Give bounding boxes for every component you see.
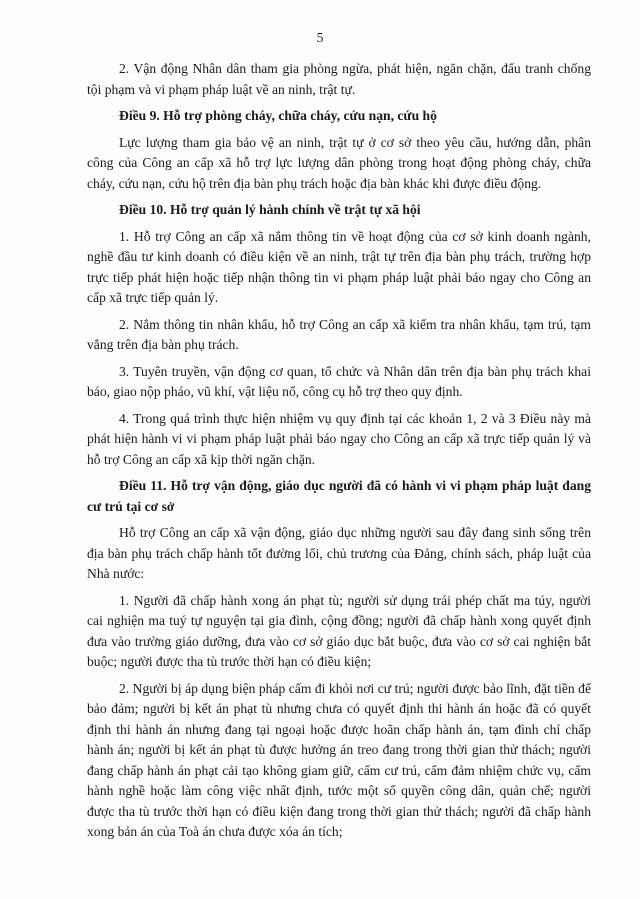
paragraph-clause-2-mobilization: 2. Vận động Nhân dân tham gia phòng ngừa, phát hiện, ngăn chặn, đấu tranh chống tội phạm và vi phạm pháp luật về an ninh, trật tự. (87, 61, 591, 97)
article-10-clause-1: 1. Hỗ trợ Công an cấp xã nắm thông tin về hoạt động của cơ sở kinh doanh ngành, nghề đầu tư kinh doanh có điều kiện về an ninh, trật tự trên địa bàn phụ trách, trường hợp trực tiếp phát hiện hoặc tiếp nhận thông tin vi phạm pháp luật phải báo ngay cho Công an cấp xã trực tiếp quản lý. (87, 228, 591, 305)
article-10-clause-4: 4. Trong quá trình thực hiện nhiệm vụ quy định tại các khoản 1, 2 và 3 Điều này mà phát hiện hành vi vi phạm pháp luật phải báo ngay cho Công an cấp xã trực tiếp quản lý và hỗ trợ Công an cấp xã kịp thời ngăn chặn. (87, 410, 591, 467)
article-9-body: Lực lượng tham gia bảo vệ an ninh, trật tự ở cơ sở theo yêu cầu, hướng dẫn, phân công của Công an cấp xã hỗ trợ lực lượng dân phòng trong hoạt động phòng cháy, chữa cháy, cứu nạn, cứu hộ trên địa bàn phụ trách hoặc địa bàn khác khi được điều động. (87, 134, 591, 191)
article-11-clause-1: 1. Người đã chấp hành xong án phạt tù; người sử dụng trái phép chất ma túy, người cai nghiện ma tuý tự nguyện tại gia đình, cộng đồng; người đã chấp hành xong quyết định đưa vào trường giáo dưỡng, đưa vào cơ sở giáo dục bắt buộc, đưa vào cơ sở cai nghiện bắt buộc; người được tha tù trước thời hạn có điều kiện; (87, 592, 591, 669)
article-11-intro: Hỗ trợ Công an cấp xã vận động, giáo dục những người sau đây đang sinh sống trên địa bàn phụ trách chấp hành tốt đường lối, chủ trương của Đảng, chính sách, pháp luật của Nhà nước: (87, 525, 591, 581)
article-10-clause-3: 3. Tuyên truyền, vận động cơ quan, tổ chức và Nhân dân trên địa bàn phụ trách khai báo, giao nộp pháo, vũ khí, vật liệu nổ, công cụ hỗ trợ theo quy định. (87, 363, 591, 399)
page-number: 5 (316, 30, 324, 45)
document-body (87, 59, 591, 849)
article-9-heading: Điều 9. Hỗ trợ phòng cháy, chữa cháy, cứu nạn, cứu hộ (119, 108, 437, 123)
article-11-clause-2: 2. Người bị áp dụng biện pháp cấm đi khỏi nơi cư trú; người được bảo lĩnh, đặt tiền để bảo đảm; người bị kết án phạt tù nhưng chưa có quyết định thi hành án hoặc đã có quyết định thi hành án nhưng đang tại ngoại hoặc được hoãn chấp hành án, tạm đình chỉ chấp hành án; người bị kết án phạt tù được hưởng án treo đang trong thời gian thử thách; người đang chấp hành án phạt cải tạo không giam giữ, cấm cư trú, cấm đảm nhiệm chức vụ, cấm hành nghề hoặc làm công việc nhất định, tước một số quyền công dân, quản chế; người được tha tù trước thời hạn có điều kiện đang trong thời gian thử thách; người đã chấp hành xong bản án của Toà án chưa được xóa án tích; (87, 680, 591, 839)
article-11-heading: Điều 11. Hỗ trợ vận động, giáo dục người đã có hành vi vi phạm pháp luật đang cư trú tại cơ sở (87, 478, 591, 514)
article-10-heading: Điều 10. Hỗ trợ quản lý hành chính về trật tự xã hội (119, 202, 421, 217)
article-10-clause-2: 2. Nắm thông tin nhân khẩu, hỗ trợ Công an cấp xã kiểm tra nhân khẩu, tạm trú, tạm vắng trên địa bàn phụ trách. (87, 316, 591, 352)
